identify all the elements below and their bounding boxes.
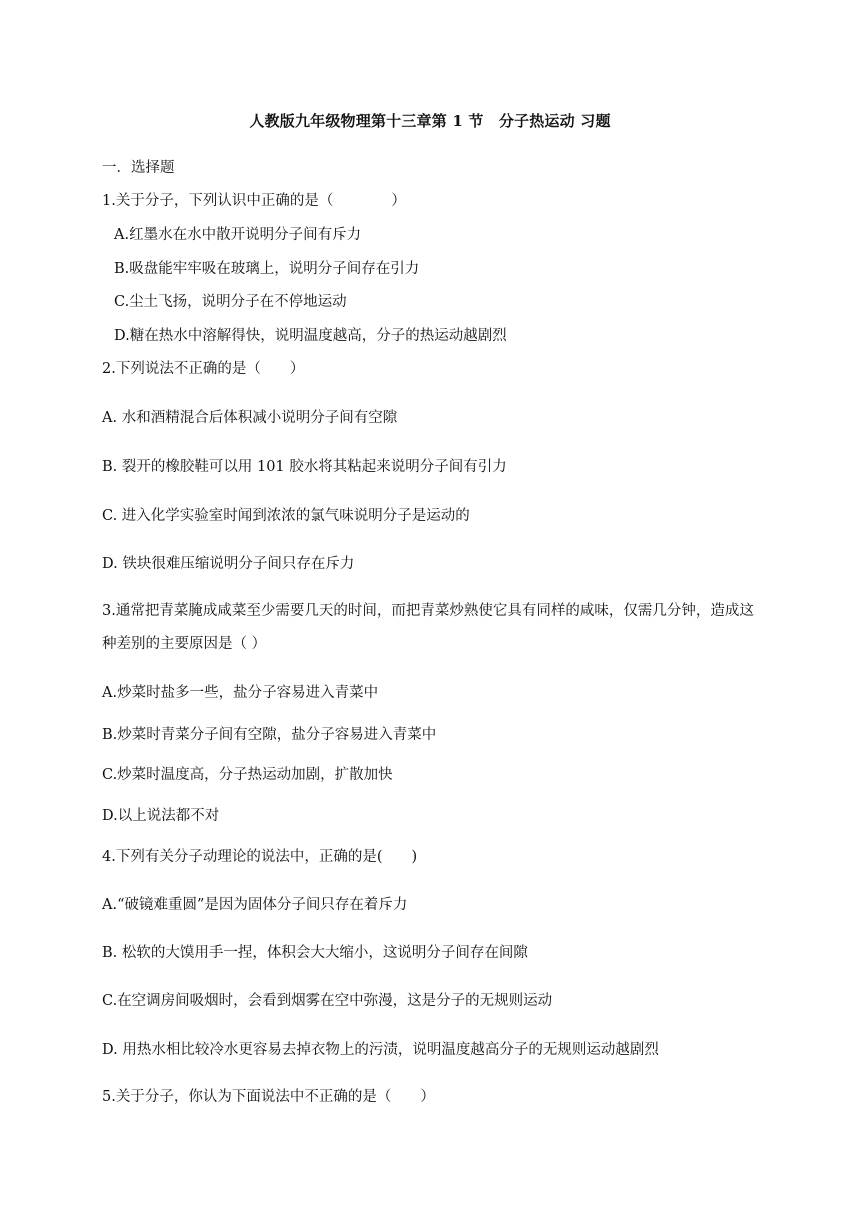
- question-5-stem: 5.关于分子，你认为下面说法中不正确的是（ ）: [102, 1089, 435, 1105]
- question-1-stem: 1.关于分子，下列认识中正确的是（ ）: [102, 193, 406, 209]
- question-1-option-b: B.吸盘能牢牢吸在玻璃上，说明分子间存在引力: [114, 261, 420, 277]
- question-2-option-d: D. 铁块很难压缩说明分子间只存在斥力: [102, 556, 355, 572]
- question-3-option-a: A.炒菜时盐多一些，盐分子容易进入青菜中: [102, 685, 379, 701]
- question-4-option-c: C.在空调房间吸烟时，会看到烟雾在空中弥漫，这是分子的无规则运动: [102, 993, 553, 1009]
- question-2-option-a: A. 水和酒精混合后体积减小说明分子间有空隙: [102, 410, 398, 426]
- question-3-option-b: B.炒菜时青菜分子间有空隙，盐分子容易进入青菜中: [102, 727, 437, 743]
- question-1-option-c: C.尘土飞扬，说明分子在不停地运动: [114, 294, 347, 310]
- question-3-option-c: C.炒菜时温度高，分子热运动加剧，扩散加快: [102, 767, 393, 783]
- page-title: 人教版九年级物理第十三章第 1 节 分子热运动 习题: [249, 112, 611, 130]
- section-heading: 一．选择题: [102, 160, 175, 176]
- question-3-stem: 3.通常把青菜腌成咸菜至少需要几天的时间，而把青菜炒熟使它具有同样的咸味，仅需几分钟，造成这种差别的主要原因是（ ）: [102, 603, 754, 652]
- question-4-option-a: A.“破镜难重圆”是因为固体分子间只存在着斥力: [102, 897, 408, 913]
- question-4-option-d: D. 用热水相比较冷水更容易去掉衣物上的污渍，说明温度越高分子的无规则运动越剧烈: [102, 1042, 659, 1058]
- question-4-stem: 4.下列有关分子动理论的说法中，正确的是( ): [102, 849, 418, 865]
- question-2-option-b: B. 裂开的橡胶鞋可以用 101 胶水将其粘起来说明分子间有引力: [102, 459, 507, 475]
- question-1-option-a: A.红墨水在水中散开说明分子间有斥力: [114, 227, 362, 243]
- question-4-option-b: B. 松软的大馍用手一捏，体积会大大缩小，这说明分子间存在间隙: [102, 945, 528, 961]
- question-2-option-c: C. 进入化学实验室时闻到浓浓的氯气味说明分子是运动的: [102, 508, 470, 524]
- question-2-stem: 2.下列说法不正确的是（ ）: [102, 361, 305, 377]
- question-3-option-d: D.以上说法都不对: [102, 808, 220, 824]
- question-1-option-d: D.糖在热水中溶解得快，说明温度越高，分子的热运动越剧烈: [114, 328, 507, 344]
